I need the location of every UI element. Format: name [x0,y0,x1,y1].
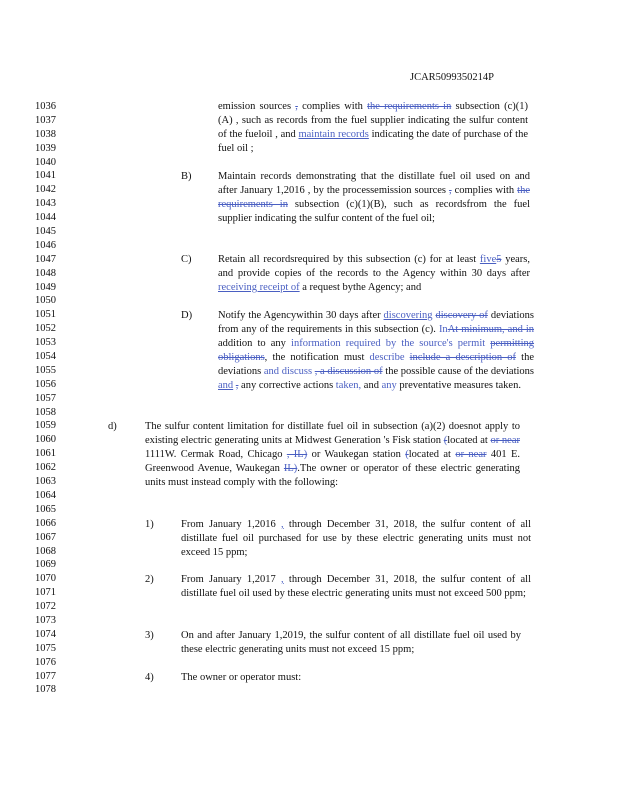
paragraph-records-a: emission sources , complies with the requirements in subsection (c)(1)(A) , such as records from the fuel supplier indicating the sulfur content of the fueloil , and maintain records indicating the date of purchase of the fuel oil ; [218,101,528,154]
label-4: 4) [145,672,154,683]
label-d-upper: D) [181,310,193,321]
line-number: 1075 [35,642,56,654]
line-number: 1046 [35,239,56,251]
line-number: 1057 [35,392,56,404]
line-number: 1049 [35,281,56,293]
line-number: 1041 [35,170,56,182]
line-number: 1071 [35,587,56,599]
line-number: 1068 [35,545,56,557]
line-number: 1045 [35,226,56,238]
line-number: 1052 [35,323,56,335]
line-number: 1047 [35,253,56,265]
line-number: 1038 [35,128,56,140]
paragraph-d-upper: Notify the Agencywithin 30 days after discovering discovery of deviations from any of the requirements in this subsection (c). InAt minimum, and in addition to any information required by the source's permit permitting obligations, the notification must describe include a description of the deviations and discuss , a discussion of the possible cause of the deviations and , any corrective actions taken, and any preventative measures taken. [218,310,535,391]
line-number: 1037 [35,114,56,126]
line-number: 1051 [35,309,56,321]
line-number: 1056 [35,378,56,390]
label-b: B) [181,171,192,182]
line-number: 1070 [35,573,56,585]
line-number: 1050 [35,295,56,307]
line-number: 1069 [35,559,56,571]
line-number: 1067 [35,531,56,543]
line-number: 1059 [35,420,56,432]
line-number: 1054 [35,351,56,363]
line-number: 1078 [35,684,56,696]
label-d-lower: d) [108,421,117,432]
label-c: C) [181,254,192,265]
line-number: 1044 [35,212,56,224]
line-number: 1055 [35,364,56,376]
document-id: JCAR5099350214P [410,72,495,83]
line-number: 1060 [35,434,56,446]
line-number: 1048 [35,267,56,279]
line-number: 1074 [35,628,56,640]
line-number: 1066 [35,517,56,529]
line-number: 1065 [35,503,56,515]
line-number: 1036 [35,101,56,112]
line-number: 1053 [35,337,56,349]
line-numbers [35,100,56,697]
line-number: 1061 [35,448,56,460]
line-number: 1042 [35,184,56,196]
paragraph-d-lower: The sulfur content limitation for distillate fuel oil in subsection (a)(2) doesnot apply to existing electric generating units at Midwest Generation 's Fisk station (located at or near 1111W. Cermak Road, Chicago , IL) or Waukegan station (located at or near 401 E. Greenwood Avenue, Waukegan IL).The owner or operator of these electric generating units must instead comply with the following: [145,421,520,488]
line-number: 1040 [35,156,56,168]
line-number: 1063 [35,476,56,488]
paragraph-b: Maintain records demonstrating that the distillate fuel oil used on and after January 1,2016 , by the processemission sources , complies with the requirements in subsection (c)(1)(B), such as recordsfrom the fuel supplier indicating the sulfur content of the fuel oil; [218,171,530,224]
line-number: 1077 [35,670,56,682]
paragraph-c: Retain all recordsrequired by this subsection (c) for at least five5 years, and provide copies of the records to the Agency within 30 days after receiving receipt of a request bythe Agency; and [218,254,531,293]
paragraph-3: On and after January 1,2019, the sulfur content of all distillate fuel oil used by these electric generating units must not exceed 15 ppm; [181,630,521,655]
line-number: 1062 [35,462,56,474]
label-3: 3) [145,630,154,641]
line-number: 1058 [35,406,56,418]
line-number: 1043 [35,198,56,210]
line-number: 1039 [35,142,56,154]
paragraph-1: From January 1,2016 , through December 31, 2018, the sulfur content of all distillate fuel oil purchased for use by these electric generating units must not exceed 15 ppm; [181,519,531,558]
label-1: 1) [145,519,154,530]
paragraph-4: The owner or operator must: [181,672,302,683]
paragraph-2: From January 1,2017 , through December 31, 2018, the sulfur content of all distillate fuel oil used by these electric generating units must not exceed 500 ppm; [181,574,531,599]
line-number: 1076 [35,656,56,668]
line-number: 1064 [35,489,56,501]
line-number: 1072 [35,601,56,613]
label-2: 2) [145,574,154,585]
line-number: 1073 [35,614,56,626]
